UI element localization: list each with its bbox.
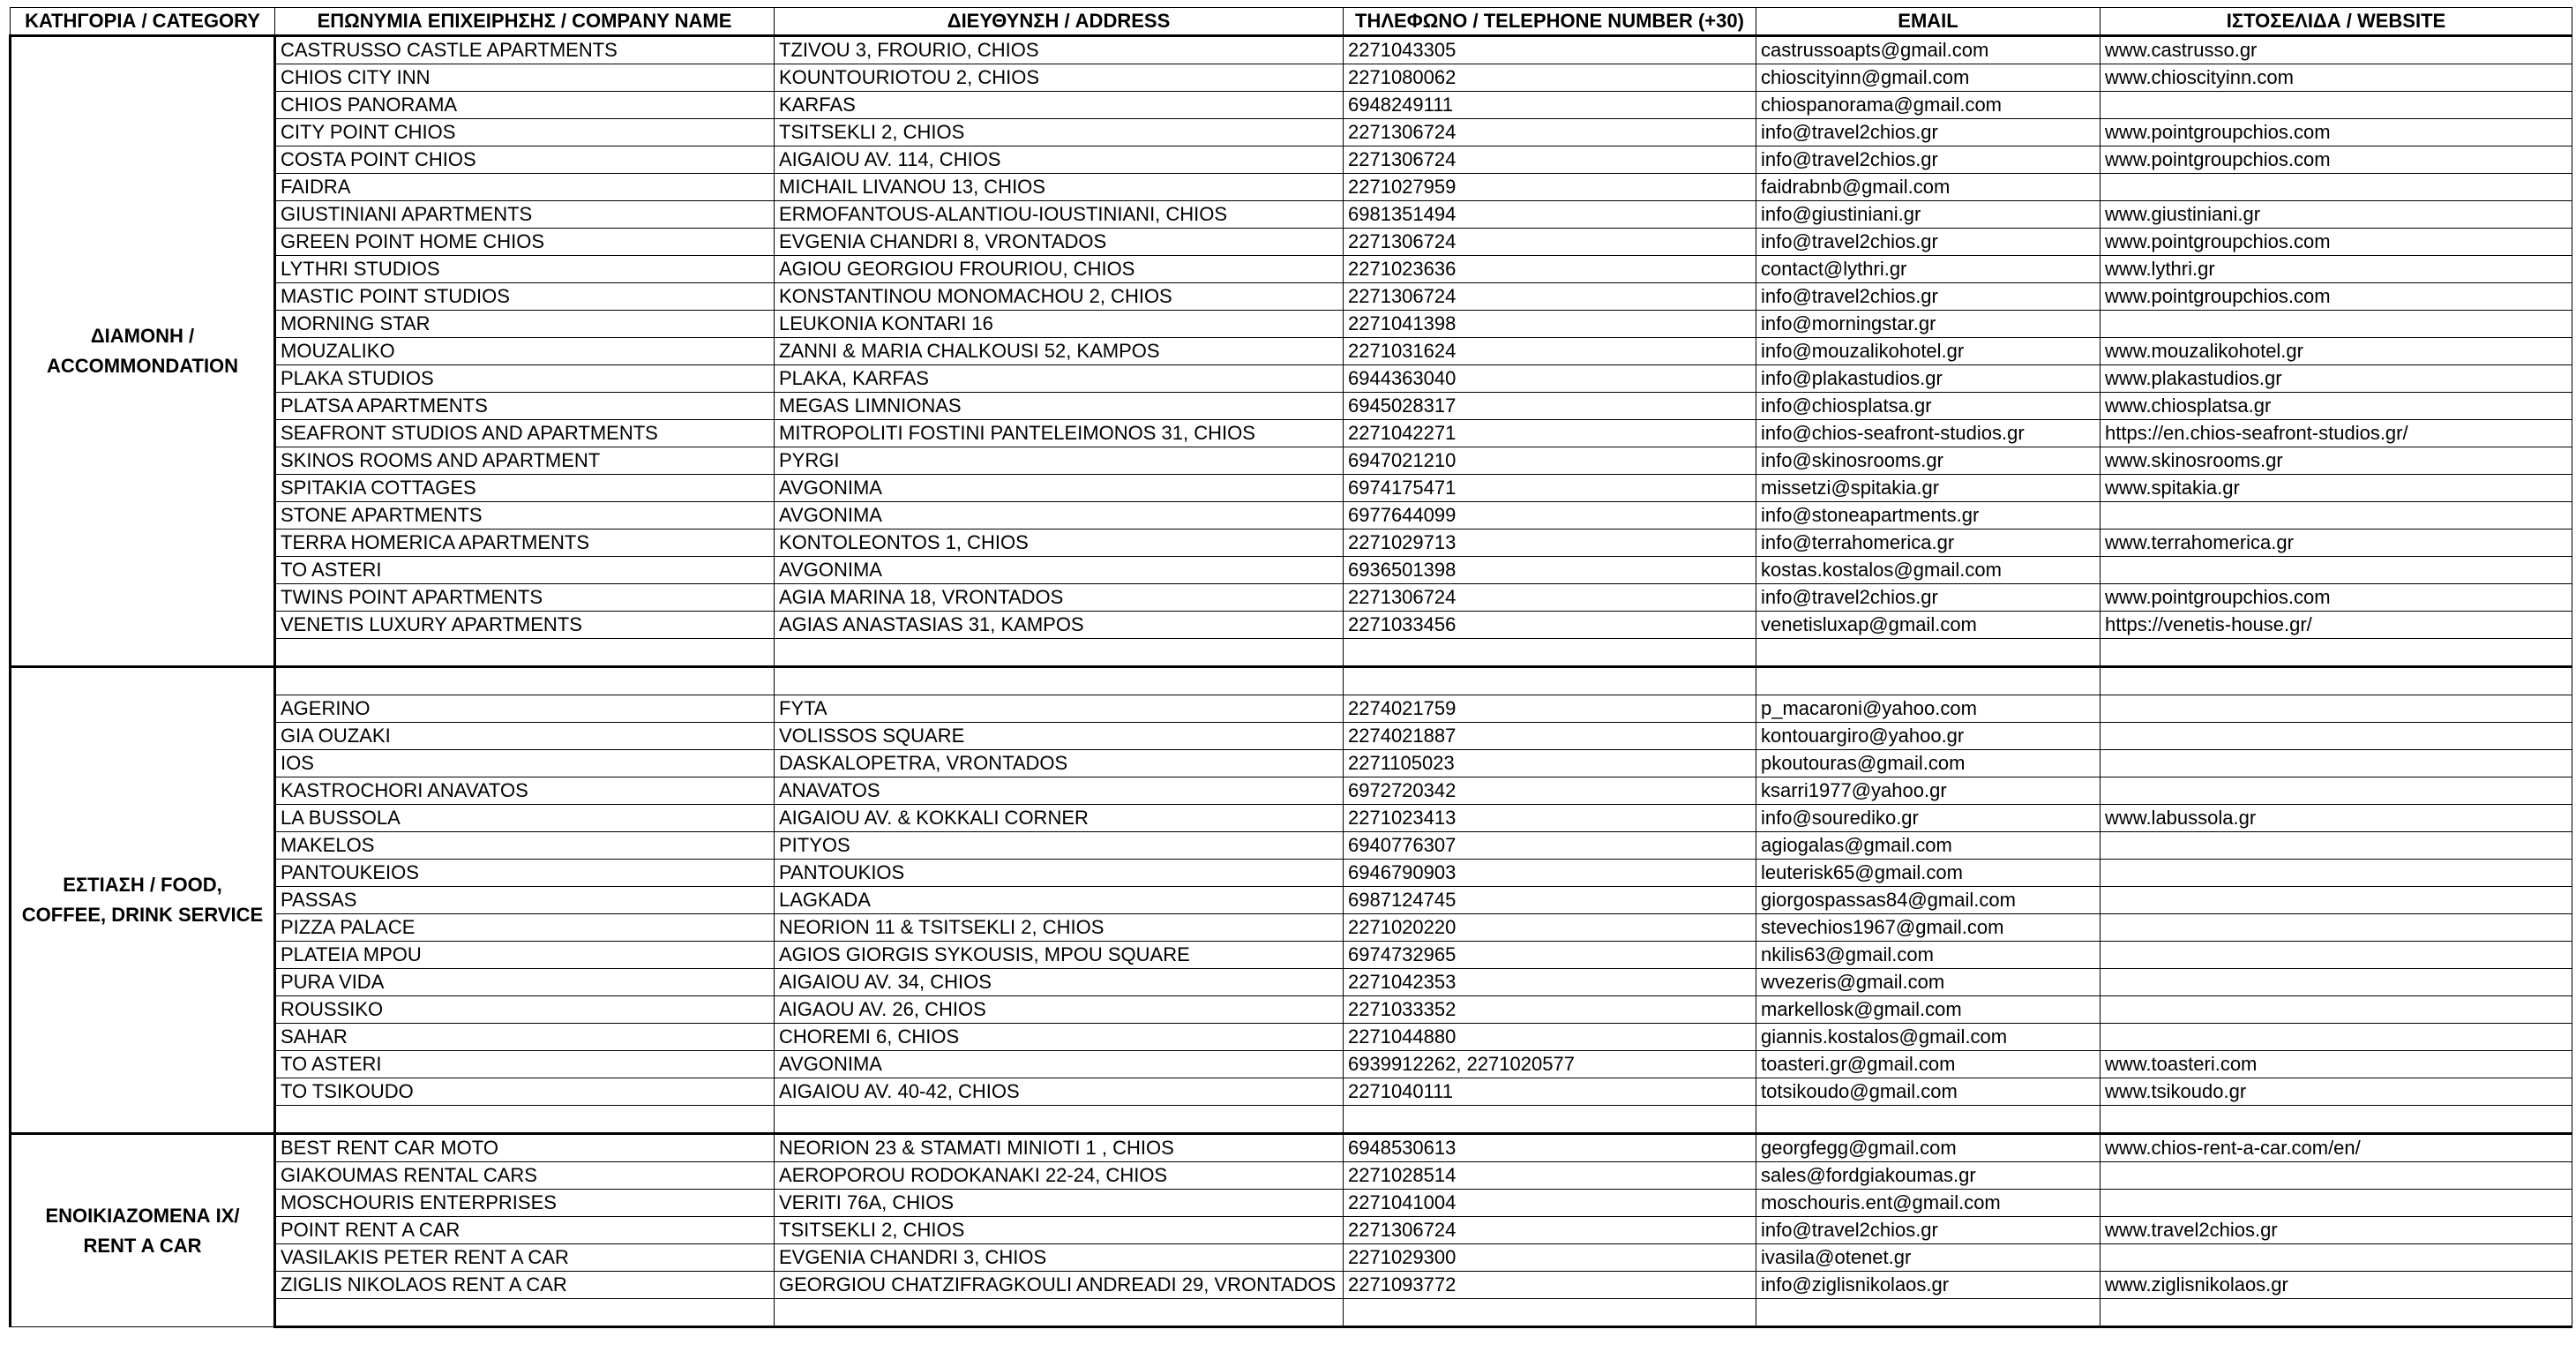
- email-cell: [1756, 667, 2100, 695]
- company-name-cell: SPITAKIA COTTAGES: [275, 475, 775, 502]
- email-cell: totsikoudo@gmail.com: [1756, 1078, 2100, 1106]
- address-cell: AGIOU GEORGIOU FROURIOU, CHIOS: [775, 256, 1344, 283]
- company-name-cell: [275, 1106, 775, 1134]
- phone-cell: 2271306724: [1344, 146, 1756, 174]
- table-row: [11, 119, 2572, 146]
- email-cell: moschouris.ent@gmail.com: [1756, 1190, 2100, 1217]
- website-cell: www.pointgroupchios.com: [2100, 119, 2572, 146]
- table-row: [11, 420, 2572, 447]
- email-cell: info@travel2chios.gr: [1756, 119, 2100, 146]
- phone-cell: 6972720342: [1344, 777, 1756, 805]
- company-name-cell: LA BUSSOLA: [275, 805, 775, 832]
- address-cell: KONTOLEONTOS 1, CHIOS: [775, 530, 1344, 557]
- email-cell: kostas.kostalos@gmail.com: [1756, 557, 2100, 584]
- email-cell: giorgospassas84@gmail.com: [1756, 887, 2100, 914]
- website-cell: [2100, 311, 2572, 338]
- phone-cell: 6946790903: [1344, 860, 1756, 887]
- company-name-cell: CITY POINT CHIOS: [275, 119, 775, 146]
- table-row: [11, 860, 2572, 887]
- email-cell: info@travel2chios.gr: [1756, 283, 2100, 311]
- table-row: [11, 639, 2572, 667]
- company-name-cell: MAKELOS: [275, 832, 775, 860]
- phone-cell: 2271023636: [1344, 256, 1756, 283]
- company-name-cell: ROUSSIKO: [275, 996, 775, 1024]
- email-cell: info@plakastudios.gr: [1756, 365, 2100, 393]
- address-cell: LEUKONIA KONTARI 16: [775, 311, 1344, 338]
- email-cell: toasteri.gr@gmail.com: [1756, 1051, 2100, 1078]
- company-name-cell: POINT RENT A CAR: [275, 1217, 775, 1244]
- address-cell: AIGAIOU AV. & KOKKALI CORNER: [775, 805, 1344, 832]
- company-name-cell: CHIOS CITY INN: [275, 64, 775, 92]
- website-cell: https://venetis-house.gr/: [2100, 612, 2572, 639]
- website-cell: [2100, 914, 2572, 942]
- website-cell: [2100, 667, 2572, 695]
- company-name-cell: SEAFRONT STUDIOS AND APARTMENTS: [275, 420, 775, 447]
- table-row: [11, 229, 2572, 256]
- phone-cell: 6987124745: [1344, 887, 1756, 914]
- address-cell: PYRGI: [775, 447, 1344, 475]
- address-cell: NEORION 23 & STAMATI MINIOTI 1 , CHIOS: [775, 1134, 1344, 1162]
- website-cell: [2100, 777, 2572, 805]
- address-cell: AIGAIOU AV. 40-42, CHIOS: [775, 1078, 1344, 1106]
- address-cell: AVGONIMA: [775, 1051, 1344, 1078]
- email-cell: castrussoapts@gmail.com: [1756, 36, 2100, 64]
- website-cell: www.toasteri.com: [2100, 1051, 2572, 1078]
- website-cell: www.pointgroupchios.com: [2100, 283, 2572, 311]
- address-cell: AIGAIOU AV. 114, CHIOS: [775, 146, 1344, 174]
- table-row: [11, 1024, 2572, 1051]
- phone-cell: 2271023413: [1344, 805, 1756, 832]
- email-cell: info@skinosrooms.gr: [1756, 447, 2100, 475]
- website-cell: [2100, 832, 2572, 860]
- category-cell: ΔΙΑΜΟΝΗ / ACCOMMONDATION: [11, 36, 275, 667]
- address-cell: EVGENIA CHANDRI 8, VRONTADOS: [775, 229, 1344, 256]
- email-cell: missetzi@spitakia.gr: [1756, 475, 2100, 502]
- email-cell: faidrabnb@gmail.com: [1756, 174, 2100, 201]
- email-cell: contact@lythri.gr: [1756, 256, 2100, 283]
- address-cell: MITROPOLITI FOSTINI PANTELEIMONOS 31, CHIOS: [775, 420, 1344, 447]
- company-name-cell: SAHAR: [275, 1024, 775, 1051]
- company-name-cell: CHIOS PANORAMA: [275, 92, 775, 119]
- company-name-cell: FAIDRA: [275, 174, 775, 201]
- table-row: [11, 338, 2572, 365]
- address-cell: PITYOS: [775, 832, 1344, 860]
- table-row: [11, 92, 2572, 119]
- email-cell: p_macaroni@yahoo.com: [1756, 695, 2100, 723]
- phone-cell: 2271040111: [1344, 1078, 1756, 1106]
- address-cell: AGIAS ANASTASIAS 31, KAMPOS: [775, 612, 1344, 639]
- address-cell: KARFAS: [775, 92, 1344, 119]
- website-cell: [2100, 1244, 2572, 1272]
- phone-cell: 2271028514: [1344, 1162, 1756, 1190]
- phone-cell: 2271033456: [1344, 612, 1756, 639]
- header-address: ΔΙΕΥΘΥΝΣΗ / ADDRESS: [775, 8, 1344, 36]
- company-name-cell: KASTROCHORI ANAVATOS: [275, 777, 775, 805]
- phone-cell: 6974175471: [1344, 475, 1756, 502]
- phone-cell: 2271306724: [1344, 229, 1756, 256]
- website-cell: www.travel2chios.gr: [2100, 1217, 2572, 1244]
- email-cell: nkilis63@gmail.com: [1756, 942, 2100, 969]
- table-row: [11, 530, 2572, 557]
- website-cell: www.chiosplatsa.gr: [2100, 393, 2572, 420]
- email-cell: agiogalas@gmail.com: [1756, 832, 2100, 860]
- email-cell: info@morningstar.gr: [1756, 311, 2100, 338]
- address-cell: MEGAS LIMNIONAS: [775, 393, 1344, 420]
- website-cell: www.terrahomerica.gr: [2100, 530, 2572, 557]
- address-cell: AGIA MARINA 18, VRONTADOS: [775, 584, 1344, 612]
- phone-cell: 2271043305: [1344, 36, 1756, 64]
- phone-cell: 2271044880: [1344, 1024, 1756, 1051]
- email-cell: chioscityinn@gmail.com: [1756, 64, 2100, 92]
- email-cell: pkoutouras@gmail.com: [1756, 750, 2100, 777]
- website-cell: www.spitakia.gr: [2100, 475, 2572, 502]
- phone-cell: 2271306724: [1344, 1217, 1756, 1244]
- website-cell: [2100, 942, 2572, 969]
- phone-cell: 6948530613: [1344, 1134, 1756, 1162]
- table-row: [11, 1244, 2572, 1272]
- company-name-cell: STONE APARTMENTS: [275, 502, 775, 530]
- table-row: [11, 146, 2572, 174]
- email-cell: wvezeris@gmail.com: [1756, 969, 2100, 996]
- website-cell: [2100, 1162, 2572, 1190]
- email-cell: ivasila@otenet.gr: [1756, 1244, 2100, 1272]
- phone-cell: 2271093772: [1344, 1272, 1756, 1299]
- email-cell: info@chios-seafront-studios.gr: [1756, 420, 2100, 447]
- table-row: [11, 887, 2572, 914]
- email-cell: georgfegg@gmail.com: [1756, 1134, 2100, 1162]
- header-phone: ΤΗΛΕΦΩΝΟ / TELEPHONE NUMBER (+30): [1344, 8, 1756, 36]
- table-row: [11, 475, 2572, 502]
- address-cell: TSITSEKLI 2, CHIOS: [775, 1217, 1344, 1244]
- company-name-cell: VENETIS LUXURY APARTMENTS: [275, 612, 775, 639]
- phone-cell: 2271029300: [1344, 1244, 1756, 1272]
- address-cell: ZANNI & MARIA CHALKOUSI 52, KAMPOS: [775, 338, 1344, 365]
- table-row: [11, 365, 2572, 393]
- table-row: [11, 942, 2572, 969]
- company-name-cell: AGERINO: [275, 695, 775, 723]
- email-cell: info@terrahomerica.gr: [1756, 530, 2100, 557]
- company-name-cell: LYTHRI STUDIOS: [275, 256, 775, 283]
- email-cell: info@travel2chios.gr: [1756, 584, 2100, 612]
- phone-cell: 6974732965: [1344, 942, 1756, 969]
- company-name-cell: MOSCHOURIS ENTERPRISES: [275, 1190, 775, 1217]
- phone-cell: 2271027959: [1344, 174, 1756, 201]
- phone-cell: 6936501398: [1344, 557, 1756, 584]
- address-cell: VOLISSOS SQUARE: [775, 723, 1344, 750]
- table-row: [11, 695, 2572, 723]
- address-cell: LAGKADA: [775, 887, 1344, 914]
- email-cell: info@ziglisnikolaos.gr: [1756, 1272, 2100, 1299]
- phone-cell: [1344, 1106, 1756, 1134]
- website-cell: [2100, 723, 2572, 750]
- table-row: [11, 256, 2572, 283]
- header-email: EMAIL: [1756, 8, 2100, 36]
- table-row: [11, 1134, 2572, 1162]
- table-row: [11, 174, 2572, 201]
- email-cell: [1756, 1299, 2100, 1327]
- company-name-cell: PURA VIDA: [275, 969, 775, 996]
- company-name-cell: [275, 1299, 775, 1327]
- address-cell: [775, 667, 1344, 695]
- company-name-cell: PANTOUKEIOS: [275, 860, 775, 887]
- company-name-cell: GIUSTINIANI APARTMENTS: [275, 201, 775, 229]
- phone-cell: 6947021210: [1344, 447, 1756, 475]
- email-cell: info@travel2chios.gr: [1756, 1217, 2100, 1244]
- table-row: [11, 393, 2572, 420]
- email-cell: info@travel2chios.gr: [1756, 229, 2100, 256]
- category-cell: ΕΣΤΙΑΣΗ / FOOD, COFFEE, DRINK SERVICE: [11, 667, 275, 1134]
- table-row: [11, 64, 2572, 92]
- address-cell: MICHAIL LIVANOU 13, CHIOS: [775, 174, 1344, 201]
- category-cell: ΕΝΟΙΚΙΑΖΟΜΕΝΑ ΙΧ/ RENT A CAR: [11, 1134, 275, 1327]
- header-website: ΙΣΤΟΣΕΛΙΔΑ / WEBSITE: [2100, 8, 2572, 36]
- address-cell: AIGAOU AV. 26, CHIOS: [775, 996, 1344, 1024]
- phone-cell: 2271306724: [1344, 119, 1756, 146]
- company-name-cell: MOUZALIKO: [275, 338, 775, 365]
- table-row: [11, 996, 2572, 1024]
- address-cell: EVGENIA CHANDRI 3, CHIOS: [775, 1244, 1344, 1272]
- phone-cell: 2274021887: [1344, 723, 1756, 750]
- address-cell: PLAKA, KARFAS: [775, 365, 1344, 393]
- address-cell: GEORGIOU CHATZIFRAGKOULI ANDREADI 29, VRONTADOS: [775, 1272, 1344, 1299]
- email-cell: info@travel2chios.gr: [1756, 146, 2100, 174]
- table-row: [11, 1051, 2572, 1078]
- email-cell: chiospanorama@gmail.com: [1756, 92, 2100, 119]
- table-row: [11, 1106, 2572, 1134]
- email-cell: info@giustiniani.gr: [1756, 201, 2100, 229]
- table-row: [11, 584, 2572, 612]
- website-cell: www.pointgroupchios.com: [2100, 146, 2572, 174]
- table-row: [11, 914, 2572, 942]
- website-cell: [2100, 639, 2572, 667]
- table-row: [11, 557, 2572, 584]
- table-row: [11, 201, 2572, 229]
- table-row: [11, 723, 2572, 750]
- website-cell: [2100, 557, 2572, 584]
- address-cell: AVGONIMA: [775, 502, 1344, 530]
- email-cell: leuterisk65@gmail.com: [1756, 860, 2100, 887]
- company-name-cell: COSTA POINT CHIOS: [275, 146, 775, 174]
- table-row: [11, 1299, 2572, 1327]
- company-name-cell: ZIGLIS NIKOLAOS RENT A CAR: [275, 1272, 775, 1299]
- company-name-cell: TO TSIKOUDO: [275, 1078, 775, 1106]
- phone-cell: 2271306724: [1344, 584, 1756, 612]
- website-cell: www.chioscityinn.com: [2100, 64, 2572, 92]
- address-cell: AVGONIMA: [775, 557, 1344, 584]
- phone-cell: 6981351494: [1344, 201, 1756, 229]
- company-name-cell: [275, 667, 775, 695]
- address-cell: KOUNTOURIOTOU 2, CHIOS: [775, 64, 1344, 92]
- website-cell: [2100, 996, 2572, 1024]
- email-cell: info@chiosplatsa.gr: [1756, 393, 2100, 420]
- email-cell: venetisluxap@gmail.com: [1756, 612, 2100, 639]
- table-row: [11, 1272, 2572, 1299]
- company-name-cell: PLATSA APARTMENTS: [275, 393, 775, 420]
- company-name-cell: GREEN POINT HOME CHIOS: [275, 229, 775, 256]
- website-cell: www.mouzalikohotel.gr: [2100, 338, 2572, 365]
- address-cell: [775, 639, 1344, 667]
- address-cell: AVGONIMA: [775, 475, 1344, 502]
- phone-cell: 6945028317: [1344, 393, 1756, 420]
- website-cell: www.labussola.gr: [2100, 805, 2572, 832]
- header-company: ΕΠΩΝΥΜΙΑ ΕΠΙΧΕΙΡΗΣΗΣ / COMPANY NAME: [275, 8, 775, 36]
- address-cell: TSITSEKLI 2, CHIOS: [775, 119, 1344, 146]
- website-cell: [2100, 174, 2572, 201]
- address-cell: FYTA: [775, 695, 1344, 723]
- website-cell: www.pointgroupchios.com: [2100, 229, 2572, 256]
- email-cell: kontouargiro@yahoo.gr: [1756, 723, 2100, 750]
- address-cell: AEROPOROU RODOKANAKI 22-24, CHIOS: [775, 1162, 1344, 1190]
- table-row: [11, 1217, 2572, 1244]
- phone-cell: [1344, 1299, 1756, 1327]
- table-row: [11, 311, 2572, 338]
- email-cell: info@stoneapartments.gr: [1756, 502, 2100, 530]
- phone-cell: 2271306724: [1344, 283, 1756, 311]
- address-cell: TZIVOU 3, FROURIO, CHIOS: [775, 36, 1344, 64]
- website-cell: [2100, 1190, 2572, 1217]
- company-name-cell: TWINS POINT APARTMENTS: [275, 584, 775, 612]
- website-cell: [2100, 1299, 2572, 1327]
- email-cell: giannis.kostalos@gmail.com: [1756, 1024, 2100, 1051]
- address-cell: PANTOUKIOS: [775, 860, 1344, 887]
- website-cell: www.plakastudios.gr: [2100, 365, 2572, 393]
- table-row: [11, 667, 2572, 695]
- company-name-cell: VASILAKIS PETER RENT A CAR: [275, 1244, 775, 1272]
- table-row: [11, 969, 2572, 996]
- website-cell: www.lythri.gr: [2100, 256, 2572, 283]
- table-row: [11, 750, 2572, 777]
- company-name-cell: GIAKOUMAS RENTAL CARS: [275, 1162, 775, 1190]
- website-cell: [2100, 750, 2572, 777]
- email-cell: stevechios1967@gmail.com: [1756, 914, 2100, 942]
- phone-cell: 2271033352: [1344, 996, 1756, 1024]
- header-row: [11, 8, 2572, 36]
- website-cell: www.giustiniani.gr: [2100, 201, 2572, 229]
- company-name-cell: SKINOS ROOMS AND APARTMENT: [275, 447, 775, 475]
- email-cell: [1756, 639, 2100, 667]
- phone-cell: 2271080062: [1344, 64, 1756, 92]
- table-row: [11, 283, 2572, 311]
- company-name-cell: TO ASTERI: [275, 1051, 775, 1078]
- address-cell: [775, 1299, 1344, 1327]
- website-cell: www.tsikoudo.gr: [2100, 1078, 2572, 1106]
- company-name-cell: MORNING STAR: [275, 311, 775, 338]
- website-cell: https://en.chios-seafront-studios.gr/: [2100, 420, 2572, 447]
- company-name-cell: MASTIC POINT STUDIOS: [275, 283, 775, 311]
- website-cell: [2100, 969, 2572, 996]
- address-cell: ANAVATOS: [775, 777, 1344, 805]
- company-name-cell: [275, 639, 775, 667]
- company-name-cell: BEST RENT CAR MOTO: [275, 1134, 775, 1162]
- address-cell: [775, 1106, 1344, 1134]
- company-name-cell: PLATEIA MPOU: [275, 942, 775, 969]
- phone-cell: 2271041398: [1344, 311, 1756, 338]
- company-name-cell: PASSAS: [275, 887, 775, 914]
- email-cell: ksarri1977@yahoo.gr: [1756, 777, 2100, 805]
- company-name-cell: PLAKA STUDIOS: [275, 365, 775, 393]
- table-row: [11, 1190, 2572, 1217]
- phone-cell: 2271031624: [1344, 338, 1756, 365]
- website-cell: [2100, 695, 2572, 723]
- email-cell: info@sourediko.gr: [1756, 805, 2100, 832]
- phone-cell: 2271105023: [1344, 750, 1756, 777]
- website-cell: www.pointgroupchios.com: [2100, 584, 2572, 612]
- table-row: [11, 1078, 2572, 1106]
- address-cell: VERITI 76A, CHIOS: [775, 1190, 1344, 1217]
- website-cell: www.chios-rent-a-car.com/en/: [2100, 1134, 2572, 1162]
- phone-cell: 2271042271: [1344, 420, 1756, 447]
- table-row: [11, 832, 2572, 860]
- phone-cell: 2274021759: [1344, 695, 1756, 723]
- table-body: [11, 36, 2572, 1327]
- phone-cell: 6977644099: [1344, 502, 1756, 530]
- email-cell: markellosk@gmail.com: [1756, 996, 2100, 1024]
- company-name-cell: GIA OUZAKI: [275, 723, 775, 750]
- website-cell: www.ziglisnikolaos.gr: [2100, 1272, 2572, 1299]
- website-cell: www.skinosrooms.gr: [2100, 447, 2572, 475]
- website-cell: [2100, 502, 2572, 530]
- address-cell: AGIOS GIORGIS SYKOUSIS, MPOU SQUARE: [775, 942, 1344, 969]
- header-category: ΚΑΤΗΓΟΡΙΑ / CATEGORY: [11, 8, 275, 36]
- website-cell: [2100, 1106, 2572, 1134]
- company-name-cell: CASTRUSSO CASTLE APARTMENTS: [275, 36, 775, 64]
- address-cell: ERMOFANTOUS-ALANTIOU-IOUSTINIANI, CHIOS: [775, 201, 1344, 229]
- table-row: [11, 502, 2572, 530]
- email-cell: [1756, 1106, 2100, 1134]
- company-name-cell: TO ASTERI: [275, 557, 775, 584]
- table-row: [11, 777, 2572, 805]
- table-row: [11, 612, 2572, 639]
- address-cell: DASKALOPETRA, VRONTADOS: [775, 750, 1344, 777]
- company-name-cell: IOS: [275, 750, 775, 777]
- address-cell: KONSTANTINOU MONOMACHOU 2, CHIOS: [775, 283, 1344, 311]
- website-cell: [2100, 1024, 2572, 1051]
- company-name-cell: PIZZA PALACE: [275, 914, 775, 942]
- phone-cell: 6948249111: [1344, 92, 1756, 119]
- phone-cell: 6940776307: [1344, 832, 1756, 860]
- email-cell: sales@fordgiakoumas.gr: [1756, 1162, 2100, 1190]
- address-cell: CHOREMI 6, CHIOS: [775, 1024, 1344, 1051]
- phone-cell: 2271020220: [1344, 914, 1756, 942]
- table-row: [11, 1162, 2572, 1190]
- phone-cell: 6939912262, 2271020577: [1344, 1051, 1756, 1078]
- website-cell: [2100, 887, 2572, 914]
- table-row: [11, 36, 2572, 64]
- phone-cell: 6944363040: [1344, 365, 1756, 393]
- phone-cell: 2271041004: [1344, 1190, 1756, 1217]
- email-cell: info@mouzalikohotel.gr: [1756, 338, 2100, 365]
- company-name-cell: TERRA HOMERICA APARTMENTS: [275, 530, 775, 557]
- business-directory-table: [9, 7, 2572, 1328]
- website-cell: www.castrusso.gr: [2100, 36, 2572, 64]
- website-cell: [2100, 92, 2572, 119]
- table-row: [11, 805, 2572, 832]
- address-cell: AIGAIOU AV. 34, CHIOS: [775, 969, 1344, 996]
- phone-cell: [1344, 667, 1756, 695]
- table-row: [11, 447, 2572, 475]
- phone-cell: 2271029713: [1344, 530, 1756, 557]
- address-cell: NEORION 11 & TSITSEKLI 2, CHIOS: [775, 914, 1344, 942]
- phone-cell: [1344, 639, 1756, 667]
- phone-cell: 2271042353: [1344, 969, 1756, 996]
- website-cell: [2100, 860, 2572, 887]
